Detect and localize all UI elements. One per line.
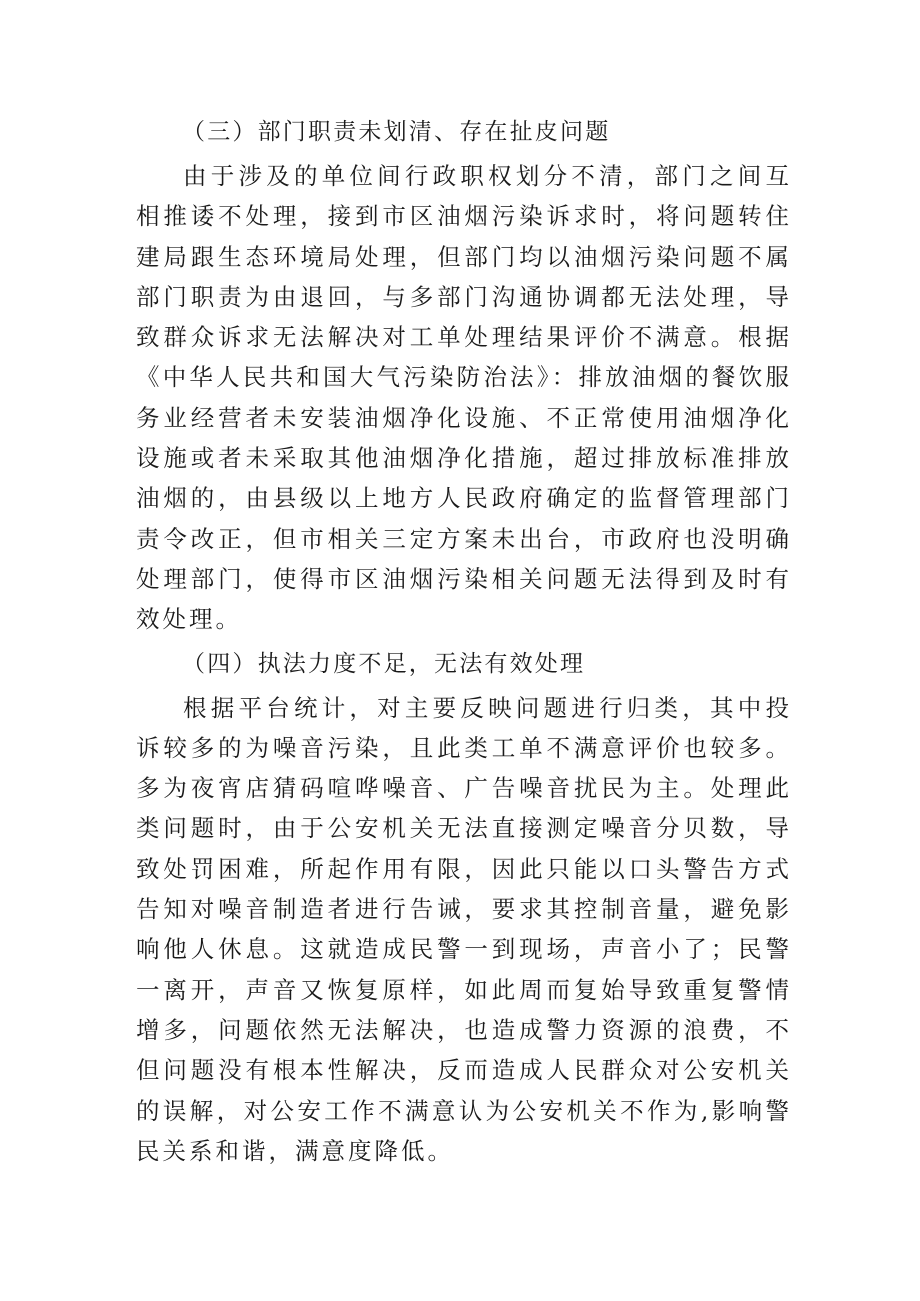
section-4-heading: （四）执法力度不足，无法有效处理 (182, 650, 586, 677)
section-3-paragraph: 由于涉及的单位间行政职权划分不清，部门之间互相推诿不处理，接到市区油烟污染诉求时，将问题转住建局跟生态环境局处理，但部门均以油烟污染问题不属部门职责为由退回，与多部门沟通协调都无法处理，导致群众诉求无法解决对工单处理结果评价不满意。根据《中华人民共和国大气污染防治法》：排放油烟的餐饮服务业经营者未安装油烟净化设施、不正常使用油烟净化设施或者未采取其他油烟净化措施，超过排放标准排放油烟的，由县级以上地方人民政府确定的监督管理部门责令改正，但市相关三定方案未出台，市政府也没明确处理部门，使得市区油烟污染相关问题无法得到及时有效处理。 (136, 162, 792, 634)
section-3-heading: （三）部门职责未划清、存在扯皮问题 (182, 119, 611, 145)
document-page (136, 112, 792, 1175)
section-4-paragraph: 根据平台统计，对主要反映问题进行归类，其中投诉较多的为噪音污染，且此类工单不满意评价也较多。多为夜宵店猜码喧哗噪音、广告噪音扰民为主。处理此类问题时，由于公安机关无法直接测定噪音分贝数，导致处罚困难，所起作用有限，因此只能以口头警告方式告知对噪音制造者进行告诫，要求其控制音量，避免影响他人休息。这就造成民警一到现场，声音小了；民警一离开，声音又恢复原样，如此周而复始导致重复警情增多，问题依然无法解决，也造成警力资源的浪费，不但问题没有根本性解决，反而造成人民群众对公安机关的误解，对公安工作不满意认为公安机关不作为,影响警民关系和谐，满意度降低。 (136, 693, 792, 1165)
